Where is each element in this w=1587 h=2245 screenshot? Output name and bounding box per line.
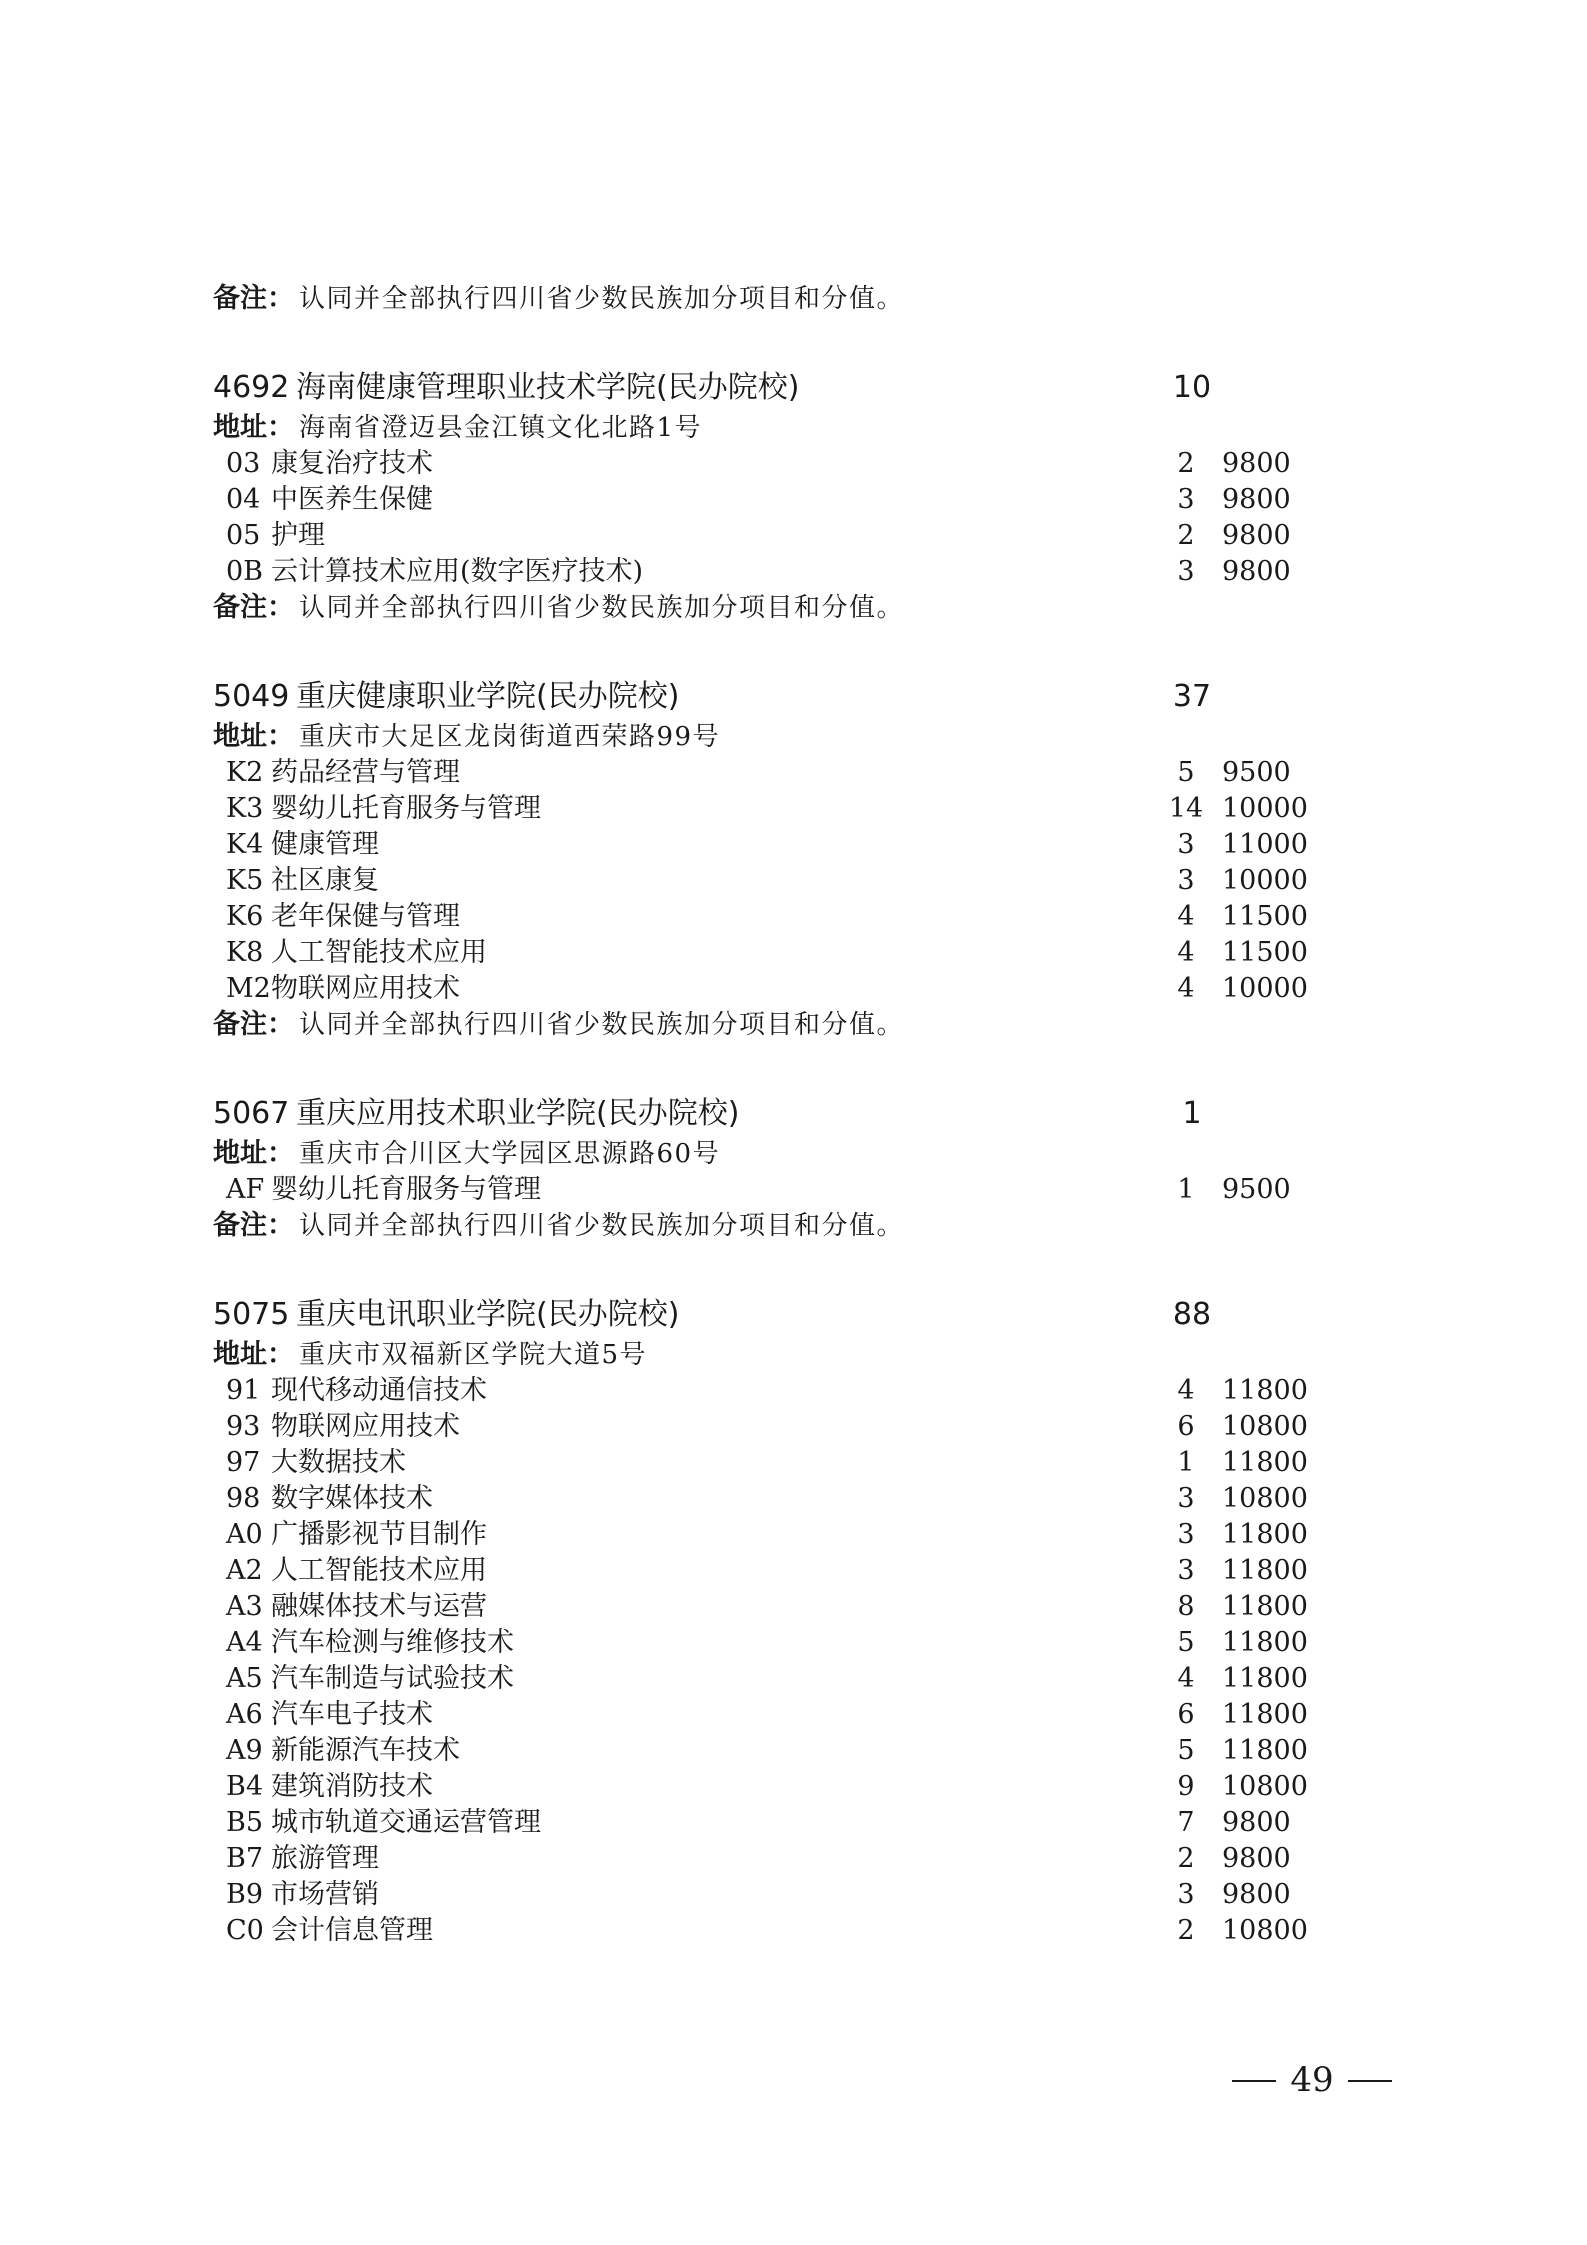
program-fee: 11800 [1222, 1627, 1308, 1658]
program-fee: 10800 [1222, 1411, 1308, 1442]
program-name: 物联网应用技术 [271, 973, 460, 1004]
program-plan: 3 [1177, 1555, 1195, 1586]
program-name: 大数据技术 [271, 1447, 406, 1478]
program-plan: 2 [1177, 520, 1195, 551]
program-row [0, 754, 1587, 792]
program-code: B4 [226, 1771, 264, 1802]
program-fee: 9800 [1222, 1807, 1291, 1838]
program-code: K5 [226, 865, 264, 896]
program-row [0, 1732, 1587, 1770]
program-row [0, 1696, 1587, 1734]
program-fee: 11800 [1222, 1375, 1308, 1406]
program-fee: 9800 [1222, 556, 1291, 587]
program-fee: 9800 [1222, 448, 1291, 479]
program-name: 中医养生保健 [271, 484, 433, 515]
program-code: M2 [226, 973, 271, 1004]
program-row [0, 1171, 1587, 1209]
program-plan: 3 [1177, 1519, 1195, 1550]
school-address [0, 409, 1587, 447]
program-row [0, 553, 1587, 591]
school-total: 1 [1182, 1096, 1202, 1131]
program-row [0, 1588, 1587, 1626]
school-total: 10 [1172, 370, 1212, 405]
program-code: 04 [226, 484, 261, 515]
address-label: 地址： [213, 721, 294, 752]
program-plan: 3 [1177, 484, 1195, 515]
program-name: 老年保健与管理 [271, 901, 460, 932]
program-code: K6 [226, 901, 264, 932]
program-fee: 10000 [1222, 793, 1308, 824]
school-address [0, 1135, 1587, 1173]
school-code: 5075 [213, 1297, 290, 1332]
program-fee: 11800 [1222, 1591, 1308, 1622]
program-name: 数字媒体技术 [271, 1483, 433, 1514]
program-fee: 9800 [1222, 1879, 1291, 1910]
program-plan: 5 [1177, 1735, 1195, 1766]
address-label: 地址： [213, 412, 294, 443]
program-row [0, 790, 1587, 828]
address-text: 重庆市合川区大学园区思源路60号 [299, 1139, 721, 1169]
program-row [0, 1552, 1587, 1590]
program-code: AF [226, 1174, 265, 1205]
program-plan: 3 [1177, 829, 1195, 860]
program-plan: 5 [1177, 1627, 1195, 1658]
program-plan: 4 [1177, 973, 1195, 1004]
program-row [0, 1876, 1587, 1914]
school-total: 37 [1172, 679, 1212, 714]
address-label: 地址： [213, 1339, 294, 1370]
program-plan: 1 [1177, 1447, 1195, 1478]
program-fee: 9500 [1222, 757, 1291, 788]
program-plan: 3 [1177, 1483, 1195, 1514]
program-name: 云计算技术应用(数字医疗技术) [271, 556, 644, 587]
program-plan: 7 [1177, 1807, 1195, 1838]
address-label: 地址： [213, 1138, 294, 1169]
school-code: 5067 [213, 1096, 290, 1131]
program-code: A9 [226, 1735, 263, 1766]
note-label: 备注： [213, 1210, 294, 1241]
program-fee: 11800 [1222, 1663, 1308, 1694]
program-fee: 11000 [1222, 829, 1308, 860]
program-plan: 1 [1177, 1174, 1195, 1205]
program-name: 新能源汽车技术 [271, 1735, 460, 1766]
program-name: 汽车电子技术 [271, 1699, 433, 1730]
program-plan: 2 [1177, 448, 1195, 479]
program-row [0, 826, 1587, 864]
program-fee: 10000 [1222, 865, 1308, 896]
page-number-text: 49 [1290, 2060, 1334, 2100]
program-fee: 9800 [1222, 520, 1291, 551]
school-total: 88 [1172, 1297, 1212, 1332]
note-text: 认同并全部执行四川省少数民族加分项目和分值。 [299, 1211, 905, 1241]
program-row [0, 1768, 1587, 1806]
program-name: 旅游管理 [271, 1843, 379, 1874]
school-note [0, 1207, 1587, 1245]
program-plan: 6 [1177, 1411, 1195, 1442]
program-code: A4 [226, 1627, 263, 1658]
address-text: 海南省澄迈县金江镇文化北路1号 [299, 413, 703, 443]
program-row [0, 1408, 1587, 1446]
program-code: 05 [226, 520, 261, 551]
school-header [0, 675, 1587, 719]
program-fee: 11800 [1222, 1699, 1308, 1730]
program-name: 婴幼儿托育服务与管理 [271, 793, 541, 824]
program-code: 93 [226, 1411, 261, 1442]
program-code: 98 [226, 1483, 261, 1514]
note-text: 认同并全部执行四川省少数民族加分项目和分值。 [299, 284, 905, 314]
program-code: K8 [226, 937, 264, 968]
program-name: 物联网应用技术 [271, 1411, 460, 1442]
program-name: 现代移动通信技术 [271, 1375, 487, 1406]
program-name: 汽车检测与维修技术 [271, 1627, 514, 1658]
note-label: 备注： [213, 592, 294, 623]
program-plan: 14 [1168, 793, 1204, 824]
program-code: K3 [226, 793, 264, 824]
program-code: 91 [226, 1375, 261, 1406]
program-name: 融媒体技术与运营 [271, 1591, 487, 1622]
program-row [0, 445, 1587, 483]
program-plan: 8 [1177, 1591, 1195, 1622]
school-name: 重庆应用技术职业学院(民办院校) [296, 1096, 740, 1131]
program-code: B9 [226, 1879, 264, 1910]
program-code: B5 [226, 1807, 264, 1838]
program-name: 汽车制造与试验技术 [271, 1663, 514, 1694]
program-plan: 9 [1177, 1771, 1195, 1802]
program-fee: 10800 [1222, 1915, 1308, 1946]
program-fee: 11800 [1222, 1555, 1308, 1586]
program-name: 人工智能技术应用 [271, 1555, 487, 1586]
program-plan: 2 [1177, 1843, 1195, 1874]
program-fee: 11800 [1222, 1519, 1308, 1550]
program-fee: 11500 [1222, 937, 1308, 968]
program-plan: 4 [1177, 1663, 1195, 1694]
program-plan: 3 [1177, 1879, 1195, 1910]
program-row [0, 862, 1587, 900]
school-address [0, 718, 1587, 756]
program-plan: 3 [1177, 556, 1195, 587]
program-row [0, 517, 1587, 555]
program-code: 97 [226, 1447, 261, 1478]
school-header [0, 1092, 1587, 1136]
program-code: A5 [226, 1663, 263, 1694]
program-fee: 9500 [1222, 1174, 1291, 1205]
address-text: 重庆市双福新区学院大道5号 [299, 1340, 648, 1370]
page-dash-right [1348, 2080, 1392, 2082]
school-name: 重庆健康职业学院(民办院校) [296, 679, 680, 714]
program-fee: 9800 [1222, 484, 1291, 515]
program-row [0, 481, 1587, 519]
school-name: 重庆电讯职业学院(民办院校) [296, 1297, 680, 1332]
program-name: 药品经营与管理 [271, 757, 460, 788]
program-row [0, 1372, 1587, 1410]
school-name: 海南健康管理职业技术学院(民办院校) [296, 370, 800, 405]
program-row [0, 970, 1587, 1008]
program-row [0, 1480, 1587, 1518]
program-fee: 9800 [1222, 1843, 1291, 1874]
program-plan: 2 [1177, 1915, 1195, 1946]
program-plan: 4 [1177, 901, 1195, 932]
program-row [0, 1516, 1587, 1554]
program-code: A0 [226, 1519, 263, 1550]
school-header [0, 366, 1587, 410]
program-plan: 5 [1177, 757, 1195, 788]
program-name: 建筑消防技术 [271, 1771, 433, 1802]
program-row [0, 934, 1587, 972]
program-name: 城市轨道交通运营管理 [271, 1807, 541, 1838]
program-code: K4 [226, 829, 264, 860]
program-name: 健康管理 [271, 829, 379, 860]
page-number [1232, 2056, 1392, 2104]
program-code: C0 [226, 1915, 264, 1946]
page-dash-left [1232, 2080, 1276, 2082]
program-plan: 3 [1177, 865, 1195, 896]
program-name: 康复治疗技术 [271, 448, 433, 479]
program-fee: 11500 [1222, 901, 1308, 932]
program-code: A3 [226, 1591, 263, 1622]
school-code: 5049 [213, 679, 290, 714]
school-address [0, 1336, 1587, 1374]
program-row [0, 1444, 1587, 1482]
program-plan: 4 [1177, 1375, 1195, 1406]
program-name: 社区康复 [271, 865, 379, 896]
note-label: 备注： [213, 1009, 294, 1040]
program-code: K2 [226, 757, 264, 788]
program-name: 婴幼儿托育服务与管理 [271, 1174, 541, 1205]
note-label: 备注： [213, 283, 294, 314]
school-note [0, 1006, 1587, 1044]
program-plan: 6 [1177, 1699, 1195, 1730]
program-name: 广播影视节目制作 [271, 1519, 487, 1550]
program-fee: 11800 [1222, 1447, 1308, 1478]
top-note [0, 280, 1587, 318]
program-fee: 11800 [1222, 1735, 1308, 1766]
program-row [0, 1912, 1587, 1950]
program-plan: 4 [1177, 937, 1195, 968]
program-name: 护理 [271, 520, 325, 551]
program-row [0, 1660, 1587, 1698]
school-note [0, 589, 1587, 627]
program-fee: 10800 [1222, 1483, 1308, 1514]
program-code: 0B [226, 556, 264, 587]
school-header [0, 1293, 1587, 1337]
address-text: 重庆市大足区龙岗街道西荣路99号 [299, 722, 721, 752]
program-name: 会计信息管理 [271, 1915, 433, 1946]
program-name: 人工智能技术应用 [271, 937, 487, 968]
program-row [0, 1804, 1587, 1842]
program-code: A6 [226, 1699, 263, 1730]
program-row [0, 1624, 1587, 1662]
program-name: 市场营销 [271, 1879, 379, 1910]
program-code: B7 [226, 1843, 264, 1874]
program-code: 03 [226, 448, 261, 479]
program-row [0, 898, 1587, 936]
program-row [0, 1840, 1587, 1878]
program-fee: 10800 [1222, 1771, 1308, 1802]
program-code: A2 [226, 1555, 263, 1586]
program-fee: 10000 [1222, 973, 1308, 1004]
note-text: 认同并全部执行四川省少数民族加分项目和分值。 [299, 593, 905, 623]
note-text: 认同并全部执行四川省少数民族加分项目和分值。 [299, 1010, 905, 1040]
school-code: 4692 [213, 370, 290, 405]
